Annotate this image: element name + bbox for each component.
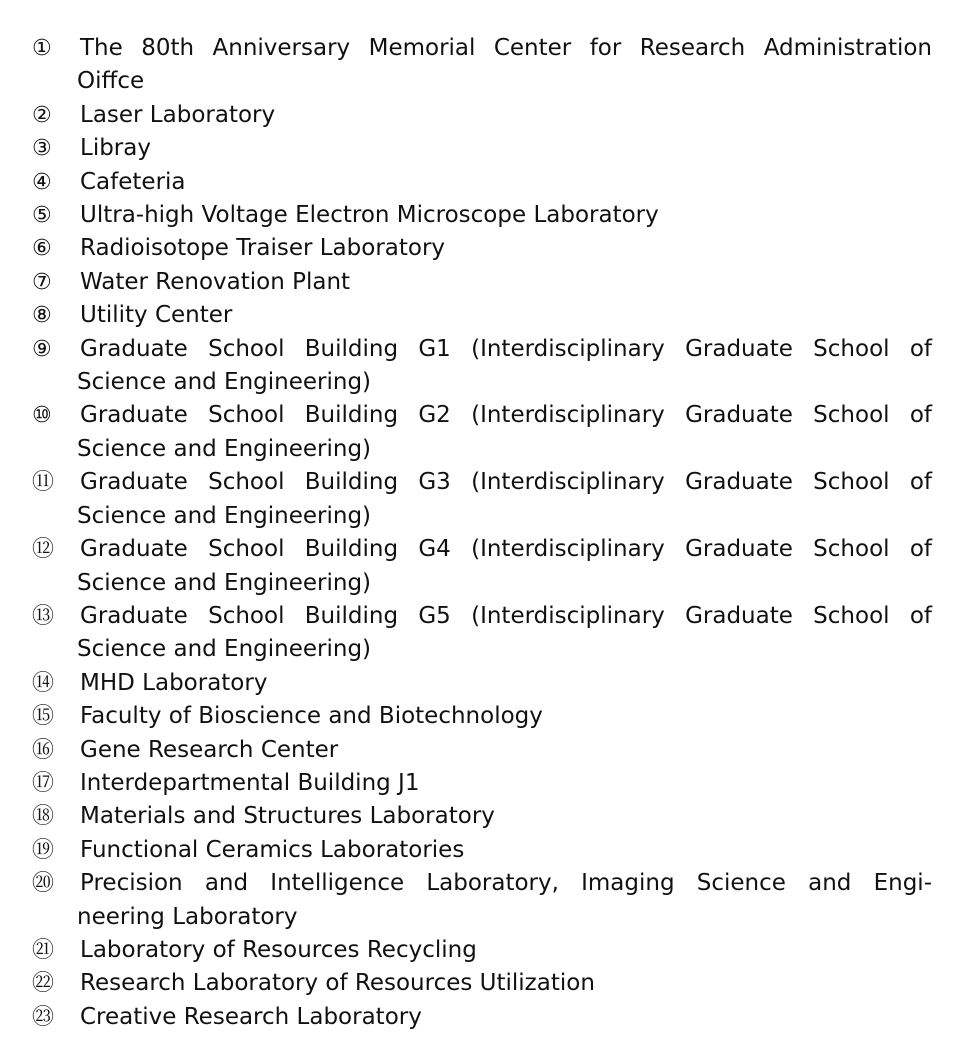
item-label-line: Gene Research Center xyxy=(80,736,339,763)
list-item xyxy=(32,600,932,667)
item-label-line: Laser Laboratory xyxy=(80,101,276,128)
list-item xyxy=(32,533,932,600)
list-item xyxy=(32,734,932,767)
list-item xyxy=(32,767,932,800)
item-number: ⑦ xyxy=(32,269,52,295)
item-number: ⑰ xyxy=(32,770,55,796)
item-label-line: Faculty of Bioscience and Biotechnology xyxy=(80,703,543,730)
item-label-line: Materials and Structures Laboratory xyxy=(80,803,495,830)
item-label-line: Science and Engineering) xyxy=(77,369,372,396)
list-item xyxy=(32,333,932,400)
item-label-line: Water Renovation Plant xyxy=(80,268,351,295)
item-number: ⑭ xyxy=(32,670,55,696)
item-label-line: Research Laboratory of Resources Utilization xyxy=(80,970,595,997)
item-label xyxy=(77,867,932,934)
list-item xyxy=(32,232,932,265)
list-item xyxy=(32,399,932,466)
item-label-line: Utility Center xyxy=(80,302,233,329)
item-number: ⑫ xyxy=(32,537,55,563)
item-label-line: Precision and Intelligence Laboratory, Imaging Science and Engi- xyxy=(80,870,932,897)
item-label-line: Libray xyxy=(80,135,151,162)
list-item xyxy=(32,1001,932,1034)
item-label xyxy=(80,1001,932,1034)
item-label xyxy=(80,99,932,132)
item-label xyxy=(80,800,932,833)
list-item xyxy=(32,867,932,934)
list-item xyxy=(32,934,932,967)
item-number: ① xyxy=(32,36,52,61)
item-label-line: Oiffce xyxy=(77,68,145,95)
item-label-line: Graduate School Building G3 (Interdisciplinary Graduate School of xyxy=(80,469,932,496)
item-number: ⑤ xyxy=(32,203,52,229)
list-item xyxy=(32,266,932,299)
list-item xyxy=(32,99,932,132)
item-label xyxy=(77,533,932,600)
item-label-line: Graduate School Building G5 (Interdisciplinary Graduate School of xyxy=(80,602,932,629)
item-label xyxy=(77,466,932,533)
item-label-line: Ultra-high Voltage Electron Microscope Laboratory xyxy=(80,202,659,229)
list-item xyxy=(32,700,932,733)
item-number: ⑳ xyxy=(32,871,55,897)
item-number: ④ xyxy=(32,169,52,195)
item-label-line: Creative Research Laboratory xyxy=(80,1003,422,1030)
item-number: ⑱ xyxy=(32,804,55,830)
item-number: ② xyxy=(32,102,52,128)
item-label xyxy=(77,399,932,466)
item-label-line: Interdepartmental Building J1 xyxy=(80,769,420,796)
item-number: ⑬ xyxy=(32,603,55,629)
item-label-line: Radioisotope Traiser Laboratory xyxy=(80,235,446,262)
item-number: ㉑ xyxy=(32,937,55,963)
facility-list xyxy=(32,32,932,1034)
list-item xyxy=(32,32,932,99)
item-number: ⑯ xyxy=(32,737,55,763)
item-label xyxy=(80,232,932,265)
item-label xyxy=(80,132,932,165)
item-label-line: Functional Ceramics Laboratories xyxy=(80,836,465,863)
item-label-line: Science and Engineering) xyxy=(77,435,372,462)
item-number: ㉒ xyxy=(32,971,55,997)
item-label-line: Science and Engineering) xyxy=(77,502,372,529)
item-label-line: MHD Laboratory xyxy=(80,669,268,696)
item-number: ⑥ xyxy=(32,236,52,262)
list-item xyxy=(32,466,932,533)
item-label-line: The 80th Anniversary Memorial Center for Research Administration xyxy=(80,35,932,61)
list-item xyxy=(32,132,932,165)
list-item xyxy=(32,834,932,867)
item-label xyxy=(80,266,932,299)
item-label xyxy=(77,600,932,667)
item-label xyxy=(80,299,932,332)
item-number: ⑪ xyxy=(32,470,55,496)
list-item xyxy=(32,199,932,232)
item-label-line: Science and Engineering) xyxy=(77,569,372,596)
item-number: ⑲ xyxy=(32,837,55,863)
item-label-line: neering Laboratory xyxy=(77,903,298,930)
item-label xyxy=(77,32,932,99)
item-label-line: Laboratory of Resources Recycling xyxy=(80,936,477,963)
list-item xyxy=(32,667,932,700)
list-item xyxy=(32,800,932,833)
item-number: ⑮ xyxy=(32,704,55,730)
item-number: ③ xyxy=(32,136,52,162)
item-label xyxy=(80,734,932,767)
item-number: ㉓ xyxy=(32,1004,55,1030)
item-number: ⑩ xyxy=(32,403,52,429)
item-label xyxy=(80,934,932,967)
list-item xyxy=(32,166,932,199)
item-label-line: Graduate School Building G1 (Interdisciplinary Graduate School of xyxy=(80,335,932,362)
item-label-line: Cafeteria xyxy=(80,168,186,195)
item-label xyxy=(80,967,932,1000)
item-label-line: Science and Engineering) xyxy=(77,636,372,663)
item-label xyxy=(77,333,932,400)
item-label-line: Graduate School Building G4 (Interdisciplinary Graduate School of xyxy=(80,536,932,563)
list-item xyxy=(32,967,932,1000)
item-label xyxy=(80,834,932,867)
item-number: ⑧ xyxy=(32,303,52,329)
list-item xyxy=(32,299,932,332)
item-label xyxy=(80,667,932,700)
item-label xyxy=(80,700,932,733)
item-number: ⑨ xyxy=(32,336,52,362)
item-label xyxy=(80,767,932,800)
item-label xyxy=(80,199,932,232)
item-label-line: Graduate School Building G2 (Interdisciplinary Graduate School of xyxy=(80,402,932,429)
item-label xyxy=(80,166,932,199)
